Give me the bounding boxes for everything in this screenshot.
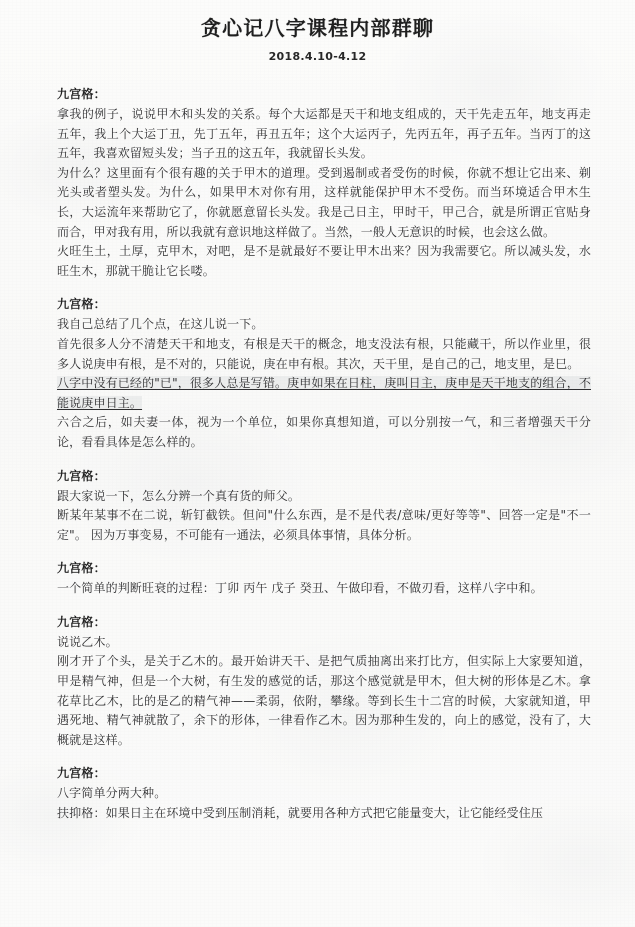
- highlighted-text: 八字中没有已经的"已"，很多人总是写错。庚申如果在日柱，庚叫日主，庚申是天干地支的组合，不能说庚申日主。: [57, 376, 591, 410]
- message-paragraph: 六合之后，如夫妻一体，视为一个单位，如果你真想知道，可以分别按一气，和三者增强天干分论，看看具体是怎么样的。: [57, 415, 591, 449]
- message-paragraph: 八字简单分两大种。: [57, 786, 167, 801]
- message-paragraph: 断某年某事不在二说，斩钉截铁。但问"什么东西，是不是代表/意味/更好等等"、回答一定是"不一定"。 因为万事变易，不可能有一通法，必须具体事情，具体分析。: [57, 508, 591, 542]
- chat-message: [57, 295, 591, 452]
- speaker-name: 九宫格：: [57, 766, 106, 781]
- message-paragraph: 首先很多人分不清楚天干和地支，有根是天干的概念，地支没法有根，只能藏干，所以作业里，很多人说庚申有根，是不对的，只能说，庚在申有根。其次，天干里，是自己的己，地支里，是巳。: [57, 336, 591, 371]
- chat-message: [57, 467, 591, 546]
- document-title: 贪心记八字课程内部群聊: [200, 16, 435, 40]
- message-paragraph: 为什么？这里面有个很有趣的关于甲木的道理。受到遏制或者受伤的时候，你就不想让它出来、剃光头或者塑头发。为什么，如果甲木对你有用，这样就能保护甲木不受伤。而当环境适合甲木生长，大运流年来帮助它了，你就愿意留长头发。我是己日主，甲时干，甲己合，就是所谓正官贴身而合，甲对我有用，所以我就有意识地这样做了。当然，一般人无意识的时候，也会这么做。: [57, 165, 591, 239]
- message-paragraph: 我自己总结了几个点，在这儿说一下。: [57, 317, 264, 332]
- chat-message: [57, 559, 591, 599]
- message-paragraph: 跟大家说一下，怎么分辨一个真有货的师父。: [57, 488, 301, 503]
- speaker-name: 九宫格：: [57, 87, 106, 101]
- message-paragraph: 拿我的例子，说说甲木和头发的关系。每个大运都是天干和地支组成的，天干先走五年，地支再走五年，我上个大运丁丑，先丁五年，再丑五年；这个大运丙子，先丙五年，再子五年。当丙丁的这五年，我喜欢留短头发；当子丑的这五年，我就留长头发。: [57, 107, 591, 161]
- message-paragraph: 火旺生土，土厚，克甲木，对吧，是不是就最好不要让甲木出来？因为我需要它。所以减头发，水旺生木，那就干脆让它长喽。: [57, 244, 591, 278]
- speaker-name: 九宫格：: [57, 468, 106, 483]
- speaker-name: 九宫格：: [57, 297, 106, 312]
- speaker-name: 九宫格：: [57, 561, 106, 576]
- message-paragraph: 一个简单的判断旺衰的过程：丁卯 丙午 戊子 癸丑、午做印看，不做刃看，这样八字中和。: [57, 581, 543, 596]
- message-paragraph: 刚才开了个头，是关于乙木的。最开始讲天干、是把气质抽离出来打比方，但实际上大家要知道，甲是精气神，但是一个大树，有生发的感觉的话，那这个感觉就是甲木，但大树的形体是乙木。拿花草比乙木，比的是乙的精气神——柔弱，依附，攀缘。等到长生十二宫的时候，大家就知道，甲遇死地、精气神就散了，余下的形体，一律看作乙木。因为那种生发的，向上的感觉，没有了，大概就是这样。: [57, 654, 591, 747]
- message-paragraph: 说说乙木。: [57, 634, 118, 649]
- chat-message: [57, 613, 591, 751]
- chat-message: [57, 85, 591, 281]
- document-date: 2018.4.10-4.12: [268, 50, 367, 63]
- message-list: [0, 65, 635, 824]
- message-paragraph-marked: [57, 374, 591, 413]
- speaker-name: 九宫格：: [57, 614, 106, 629]
- chat-message: [57, 764, 591, 823]
- message-paragraph: 扶抑格：如果日主在环境中受到压制消耗，就要用各种方式把它能量变大，让它能经受住压: [57, 806, 544, 821]
